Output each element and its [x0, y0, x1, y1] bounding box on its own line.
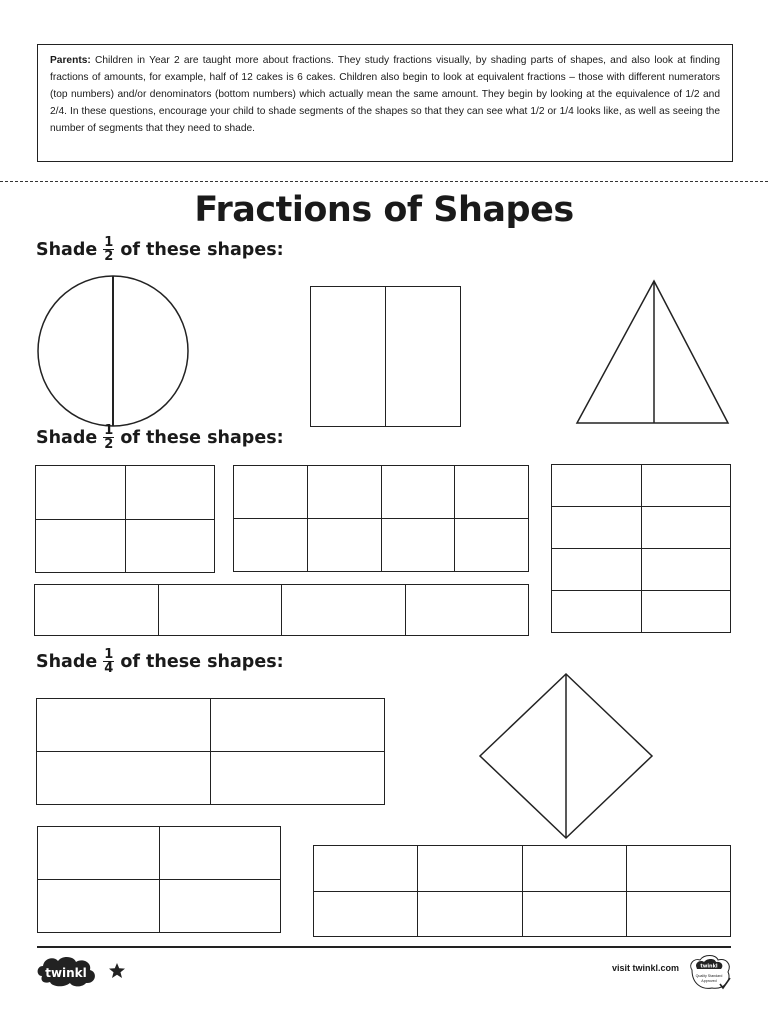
- diamond-quarters[interactable]: [480, 674, 652, 838]
- circle-halves[interactable]: [38, 276, 188, 426]
- grid-cell[interactable]: [282, 585, 406, 636]
- page-title: Fractions of Shapes: [194, 190, 574, 230]
- strip-4x1[interactable]: [34, 584, 529, 636]
- section-2-suffix: of these shapes:: [120, 427, 284, 448]
- grid-cell[interactable]: [37, 752, 211, 805]
- grid-cell[interactable]: [386, 287, 461, 427]
- grid-cell[interactable]: [552, 465, 642, 507]
- twinkl-logo[interactable]: [36, 954, 98, 988]
- grid-cell[interactable]: [35, 585, 159, 636]
- grid-cell[interactable]: [642, 465, 732, 507]
- grid-cell[interactable]: [314, 892, 418, 938]
- grid-cell[interactable]: [311, 287, 386, 427]
- rectangle-halves[interactable]: [310, 286, 461, 427]
- grid-cell[interactable]: [211, 752, 385, 805]
- grid-2x2[interactable]: [35, 465, 215, 573]
- section-3-prefix: Shade: [36, 651, 98, 672]
- section-3-fraction: [103, 648, 114, 675]
- triangle-halves[interactable]: [577, 281, 728, 423]
- grid-cell[interactable]: [314, 846, 418, 892]
- section-2-prefix: Shade: [36, 427, 98, 448]
- grid-cell[interactable]: [418, 892, 522, 938]
- section-2-heading: [36, 424, 284, 451]
- grid-cell[interactable]: [552, 549, 642, 591]
- grid-cell[interactable]: [523, 846, 627, 892]
- grid-cell[interactable]: [382, 519, 456, 572]
- grid-cell[interactable]: [552, 591, 642, 633]
- grid-cell[interactable]: [160, 827, 282, 880]
- logo-text: twinkl: [45, 966, 87, 980]
- section-1-denominator: 2: [104, 249, 114, 264]
- grid-cell[interactable]: [642, 591, 732, 633]
- grid-cell[interactable]: [642, 507, 732, 549]
- section-2-denominator: 2: [104, 437, 114, 452]
- section-3-numerator: 1: [104, 647, 114, 662]
- grid-2x2-small[interactable]: [37, 826, 281, 933]
- section-3-denominator: 4: [104, 661, 114, 676]
- grid-cell[interactable]: [126, 520, 216, 574]
- quality-badge: [688, 954, 734, 992]
- note-text: Children in Year 2 are taught more about fractions. They study fractions visually, by shading parts of shapes, and also look at finding fractions of amounts, for example, half of 12 cakes is 6 cakes. Children also begin to look at equivalent fractions – those with different numerators (top numbers) and/or denominators (bottom numbers) which actually mean the same amount. They begin by looking at the equivalence of 1/2 and 2/4. In these questions, encourage your child to shade segments of the shapes so that they can see what 1/2 or 1/4 looks like, as well as seeing the number of segments that they need to shade.: [50, 55, 720, 134]
- grid-cell[interactable]: [406, 585, 530, 636]
- grid-cell[interactable]: [211, 699, 385, 752]
- section-1-prefix: Shade: [36, 239, 98, 260]
- badge-line2: Approved: [701, 979, 717, 983]
- grid-cell[interactable]: [308, 519, 382, 572]
- grid-cell[interactable]: [455, 519, 529, 572]
- grid-cell[interactable]: [159, 585, 283, 636]
- grid-cell[interactable]: [418, 846, 522, 892]
- grid-cell[interactable]: [627, 846, 731, 892]
- section-2-fraction: [103, 424, 114, 451]
- grid-4x2-bottom[interactable]: [313, 845, 731, 937]
- badge-line1: Quality Standard: [695, 974, 723, 978]
- badge-top-text: twinkl: [700, 963, 718, 970]
- grid-cell[interactable]: [37, 699, 211, 752]
- grid-cell[interactable]: [38, 880, 160, 933]
- grid-cell[interactable]: [126, 466, 216, 520]
- grid-cell[interactable]: [234, 519, 308, 572]
- grid-cell[interactable]: [234, 466, 308, 519]
- grid-2x4[interactable]: [551, 464, 731, 633]
- grid-cell[interactable]: [36, 520, 126, 574]
- visit-link[interactable]: visit twinkl.com: [612, 963, 680, 973]
- grid-4x2[interactable]: [233, 465, 529, 572]
- section-1-numerator: 1: [104, 235, 114, 250]
- grid-cell[interactable]: [38, 827, 160, 880]
- section-1-suffix: of these shapes:: [120, 239, 284, 260]
- grid-cell[interactable]: [36, 466, 126, 520]
- grid-cell[interactable]: [627, 892, 731, 938]
- grid-cell[interactable]: [523, 892, 627, 938]
- footer-rule: [37, 946, 731, 948]
- grid-cell[interactable]: [382, 466, 456, 519]
- section-3-suffix: of these shapes:: [120, 651, 284, 672]
- grid-cell[interactable]: [308, 466, 382, 519]
- section-2-numerator: 1: [104, 423, 114, 438]
- grid-cell[interactable]: [160, 880, 282, 933]
- note-label: Parents:: [50, 55, 91, 66]
- star-icon: [109, 963, 125, 979]
- grid-cell[interactable]: [642, 549, 732, 591]
- section-3-heading: [36, 648, 284, 675]
- grid-2x2-large[interactable]: [36, 698, 385, 805]
- grid-cell[interactable]: [455, 466, 529, 519]
- grid-cell[interactable]: [552, 507, 642, 549]
